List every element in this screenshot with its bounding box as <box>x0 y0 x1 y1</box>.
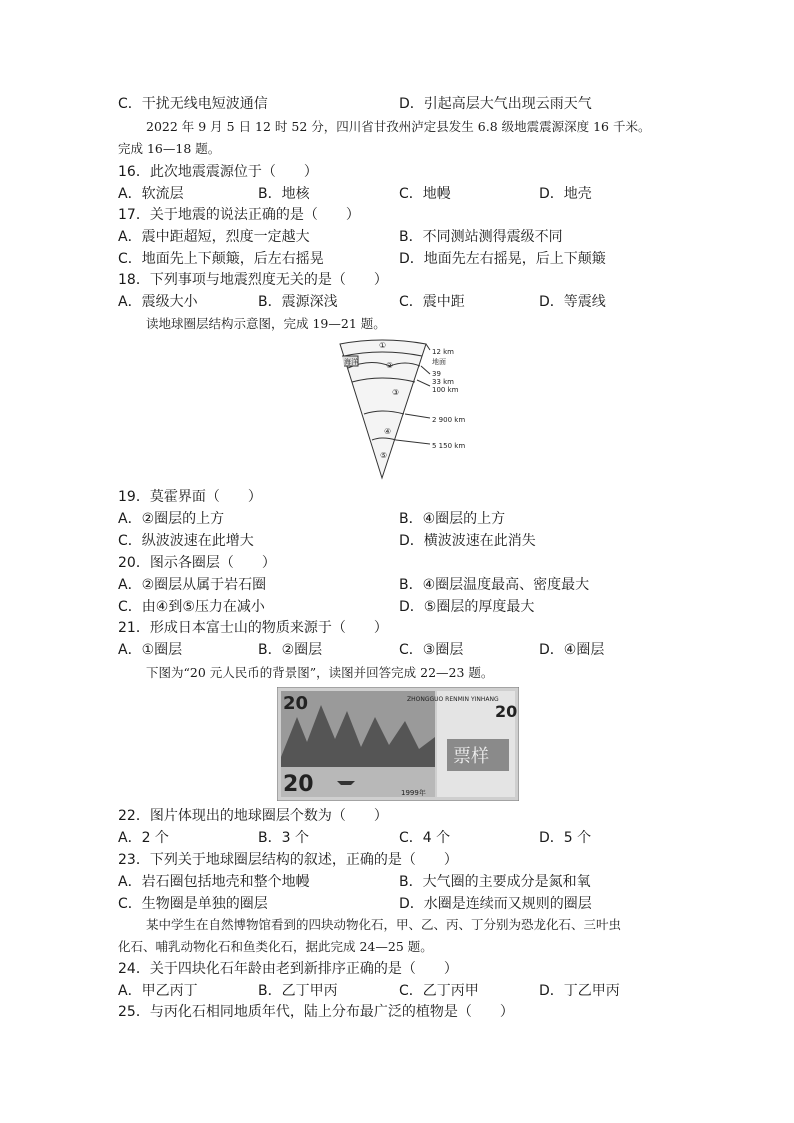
depth-label-100km: 100 km <box>432 386 459 394</box>
q24-option-d: D．丁乙甲丙 <box>539 983 620 999</box>
question-22: 22．图片体现出的地球圈层个数为（ ） <box>118 808 388 824</box>
q23-option-c: C．生物圈是单独的圈层 <box>118 896 268 912</box>
q23-option-a: A．岩石圈包括地壳和整个地幔 <box>118 874 310 890</box>
layer-label-2: ② <box>386 361 394 370</box>
depth-label-39: 39 <box>432 370 441 378</box>
q23-option-d: D．水圈是连续而又规则的圈层 <box>399 896 592 912</box>
q19-option-d: D．横波波速在此消失 <box>399 533 536 549</box>
q15-option-c: C．干扰无线电短波通信 <box>118 96 268 112</box>
q22-option-c: C．4 个 <box>399 830 451 846</box>
q21-option-c: C．③圈层 <box>399 642 464 658</box>
issue-year: 1999年 <box>401 789 426 797</box>
q19-option-b: B．④圈层的上方 <box>399 511 506 527</box>
q18-option-b: B．震源深浅 <box>258 294 338 310</box>
q19-option-c: C．纵波波速在此增大 <box>118 533 254 549</box>
q17-option-a: A．震中距超短，烈度一定越大 <box>118 229 310 245</box>
q23-option-b: B．大气圈的主要成分是氮和氧 <box>399 874 591 890</box>
pinyin-text: ZHONGGUO RENMIN YINHANG <box>407 696 499 703</box>
depth-label-33km: 33 km <box>432 378 455 386</box>
denomination-bottom: 20 <box>283 772 314 797</box>
ocean-label: 海洋 <box>344 358 358 366</box>
q18-option-c: C．震中距 <box>399 294 465 310</box>
q17-option-b: B．不同测站测得震级不同 <box>399 229 563 245</box>
banknote-image <box>277 687 519 801</box>
q19-option-a: A．②圈层的上方 <box>118 511 225 527</box>
question-21: 21．形成日本富士山的物质来源于（ ） <box>118 620 388 636</box>
layer-label-4: ④ <box>384 427 392 436</box>
q17-option-d: D．地面先左右摇晃，后上下颠簸 <box>399 251 606 267</box>
question-23: 23．下列关于地球圈层结构的叙述，正确的是（ ） <box>118 852 458 868</box>
depth-label-2900km: 2 900 km <box>432 416 466 424</box>
q20-option-d: D．⑤圈层的厚度最大 <box>399 599 535 615</box>
intro-16-line1: 2022 年 9 月 5 日 12 时 52 分，四川省甘孜州泸定县发生 6.8 级地震震源深度 16 千米。 <box>146 119 651 134</box>
layer-label-3: ③ <box>392 388 400 397</box>
intro-24-line2: 化石、哺乳动物化石和鱼类化石，据此完成 24—25 题。 <box>118 939 433 954</box>
q18-option-d: D．等震线 <box>539 294 606 310</box>
question-17: 17．关于地震的说法正确的是（ ） <box>118 207 360 223</box>
depth-label-5150km: 5 150 km <box>432 442 466 450</box>
q20-option-c: C．由④到⑤压力在减小 <box>118 599 265 615</box>
ground-label: 地面 <box>432 358 446 366</box>
denomination-top: 20 <box>283 693 309 714</box>
depth-label-12km: 12 km <box>432 348 455 356</box>
earth-layer-diagram <box>330 336 470 486</box>
question-16: 16．此次地震震源位于（ ） <box>118 164 318 180</box>
q24-option-a: A．甲乙丙丁 <box>118 983 198 999</box>
q18-option-a: A．震级大小 <box>118 294 198 310</box>
q21-option-a: A．①圈层 <box>118 642 183 658</box>
q22-option-d: D．5 个 <box>539 830 592 846</box>
question-24: 24．关于四块化石年龄由老到新排序正确的是（ ） <box>118 961 458 977</box>
layer-label-1: ① <box>379 341 387 350</box>
question-20: 20．图示各圈层（ ） <box>118 555 276 571</box>
intro-16-line2: 完成 16—18 题。 <box>118 141 221 156</box>
q16-option-d: D．地壳 <box>539 186 592 202</box>
q24-option-c: C．乙丁丙甲 <box>399 983 479 999</box>
intro-24-line1: 某中学生在自然博物馆看到的四块动物化石，甲、乙、丙、丁分别为恐龙化石、三叶虫 <box>146 917 622 932</box>
question-18: 18．下列事项与地震烈度无关的是（ ） <box>118 272 388 288</box>
q20-option-b: B．④圈层温度最高、密度最大 <box>399 577 590 593</box>
q21-option-b: B．②圈层 <box>258 642 323 658</box>
q22-option-a: A．2 个 <box>118 830 169 846</box>
q16-option-b: B．地核 <box>258 186 310 202</box>
q17-option-c: C．地面先上下颠簸，后左右摇晃 <box>118 251 324 267</box>
question-25: 25．与丙化石相同地质年代，陆上分布最广泛的植物是（ ） <box>118 1004 514 1020</box>
q15-option-d: D．引起高层大气出现云雨天气 <box>399 96 592 112</box>
intro-19: 读地球圈层结构示意图，完成 19—21 题。 <box>146 316 386 331</box>
q22-option-b: B．3 个 <box>258 830 309 846</box>
layer-label-5: ⑤ <box>380 451 388 460</box>
q24-option-b: B．乙丁甲丙 <box>258 983 338 999</box>
q16-option-c: C．地幔 <box>399 186 451 202</box>
q21-option-d: D．④圈层 <box>539 642 605 658</box>
denomination-right: 20 <box>495 702 518 721</box>
question-19: 19．莫霍界面（ ） <box>118 489 262 505</box>
q16-option-a: A．软流层 <box>118 186 184 202</box>
intro-22: 下图为“20 元人民币的背景图”，读图并回答完成 22—23 题。 <box>146 665 494 680</box>
q20-option-a: A．②圈层从属于岩石圈 <box>118 577 267 593</box>
stamp-text: 票样 <box>453 746 489 767</box>
